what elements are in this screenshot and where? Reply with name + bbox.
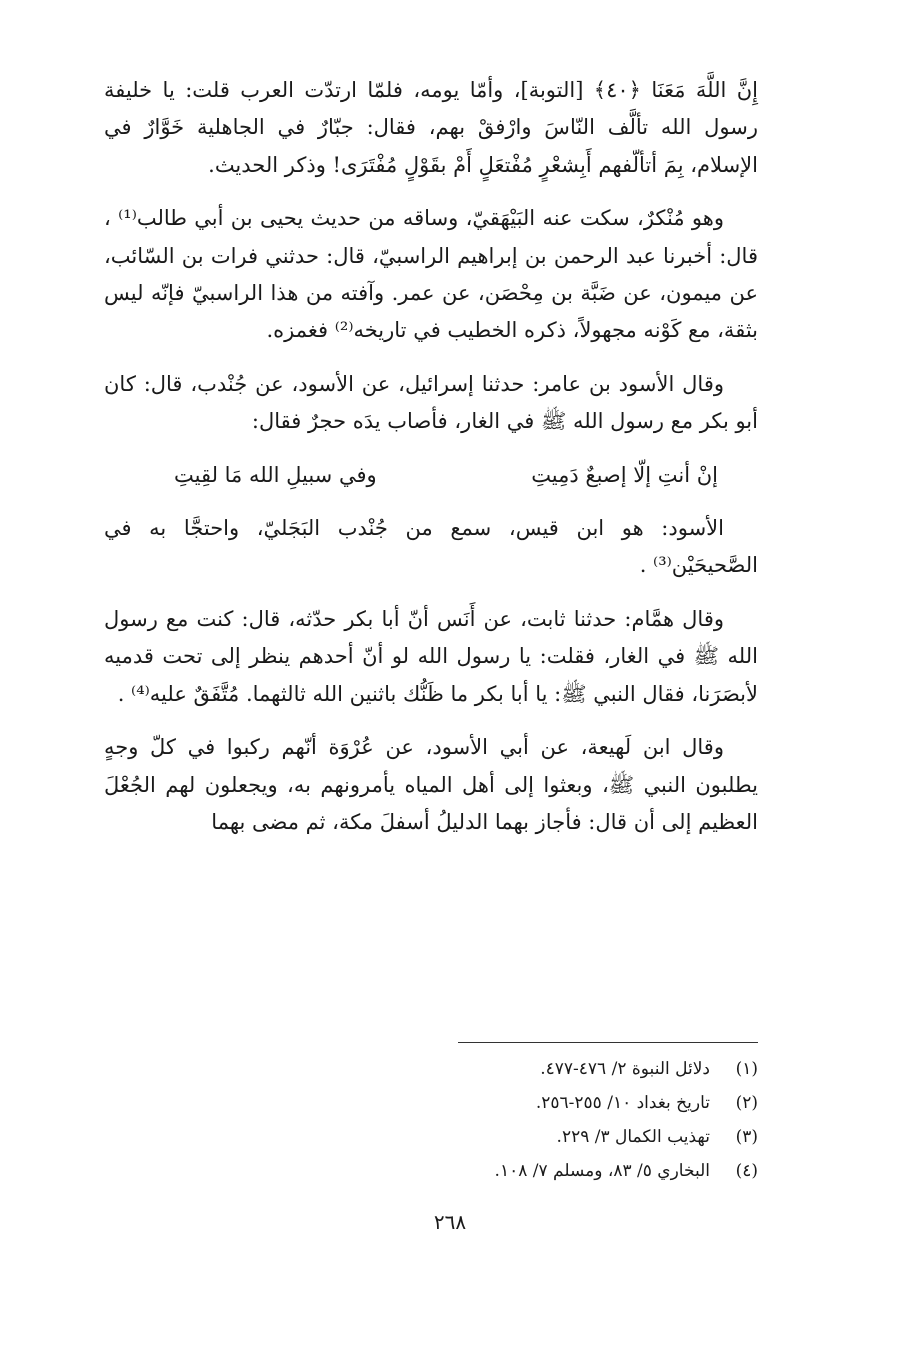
footnote-1 <box>104 1052 758 1086</box>
verse-second-hemistich: وفي سبيلِ الله مَا لقِيتِ <box>174 462 377 487</box>
footnote-3 <box>104 1120 758 1154</box>
paragraph-5: وقال همَّام: حدثنا ثابت، عن أَنَس أنّ أبا بكر حدّثه، قال: كنت مع رسول الله ﷺ في الغار، فقلت: يا رسول الله لو أنّ أحدهم ينظر إلى تحت قدميه لأبصَرَنا، فقال النبي ﷺ: يا أبا بكر ما ظَنُّك باثنين الله ثالثهما. مُتَّفَقٌ عليه⁽⁴⁾ . <box>104 606 758 706</box>
page-number: ٢٦٨ <box>433 1210 467 1234</box>
verse-first-hemistich: إنْ أنتِ إلّا إصبعٌ دَمِيتِ <box>531 462 718 487</box>
footnote-text: البخاري ٥/ ٨٣، ومسلم ٧/ ١٠٨. <box>494 1161 710 1181</box>
footnotes <box>104 1052 758 1188</box>
footnote-text: تاريخ بغداد ١٠/ ٢٥٥-٢٥٦. <box>535 1093 710 1113</box>
footnote-number: (٢) <box>735 1093 758 1113</box>
footnote-separator <box>458 1042 758 1043</box>
footnote-number: (٤) <box>735 1161 758 1181</box>
footnote-text: دلائل النبوة ٢/ ٤٧٦-٤٧٧. <box>540 1059 710 1079</box>
footnote-2 <box>104 1086 758 1120</box>
footnote-number: (١) <box>735 1059 758 1079</box>
paragraph-4: الأسود: هو ابن قيس، سمع من جُنْدب البَجَليّ، واحتجَّا به في الصَّحيحَيْن⁽³⁾ . <box>104 516 758 578</box>
main-text <box>104 72 758 857</box>
paragraph-1: إِنَّ اللَّهَ مَعَنَا ﴿٤٠﴾ [التوبة]، وأمّا يومه، فلمّا ارتدّت العرب قلت: يا خليفة رسول الله تألَّف النّاسَ وارْفقْ بهم، فقال: جبّارٌ في الجاهلية خَوَّارٌ في الإسلام، بِمَ أتألّفهم أَبِشعْرٍ مُفْتعَلٍ أَمْ بقَوْلٍ مُفْتَرَى! وذكر الحديث. <box>104 78 758 177</box>
paragraph-2: وهو مُنْكرٌ، سكت عنه البَيْهَقيّ، وساقه من حديث يحيى بن أبي طالب⁽¹⁾ ، قال: أخبرنا عبد الرحمن بن إبراهيم الراسبيّ، قال: حدثني فرات بن السّائب، عن ميمون، عن ضَبَّة بن مِحْصَن، عن عمر. وآفته من هذا الراسبيّ فإنّه ليس بثقة، مع كَوْنه مجهولاً، ذكره الخطيب في تاريخه⁽²⁾ فغمزه. <box>104 206 758 343</box>
footnote-text: تهذيب الكمال ٣/ ٢٢٩. <box>556 1127 710 1147</box>
footnote-4 <box>104 1154 758 1188</box>
poetry-verse <box>104 457 758 494</box>
footnote-number: (٣) <box>735 1127 758 1147</box>
paragraph-6: وقال ابن لَهيعة، عن أبي الأسود، عن عُرْوَة أنّهم ركبوا في كلّ وجهٍ يطلبون النبي ﷺ، وبعثوا إلى أهل المياه يأمرونهم به، ويجعلون لهم الجُعْلَ العظيم إلى أن قال: فأجاز بهما الدليلُ أسفلَ مكة، ثم مضى بهما <box>104 735 758 834</box>
paragraph-3: وقال الأسود بن عامر: حدثنا إسرائيل، عن الأسود، عن جُنْدب، قال: كان أبو بكر مع رسول الله ﷺ في الغار، فأصاب يدَه حجرٌ فقال: <box>104 371 758 434</box>
